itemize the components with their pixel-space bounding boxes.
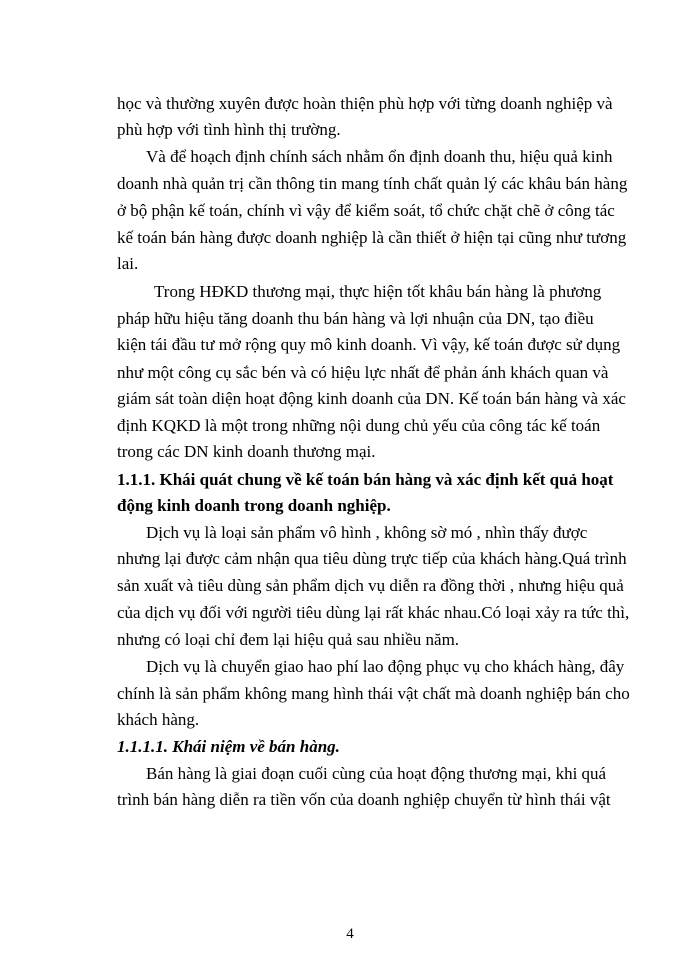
paragraph-line: nhưng lại được cảm nhận qua tiêu dùng trực tiếp của khách hàng.Quá trình [117, 549, 627, 568]
paragraph-line: sản xuất và tiêu dùng sản phẩm dịch vụ diễn ra đồng thời , nhưng hiệu quả [117, 576, 624, 595]
paragraph-line: của dịch vụ đối với người tiêu dùng lại rất khác nhau.Có loại xảy ra tức thì, [117, 603, 630, 622]
paragraph-line: kiện tái đầu tư mở rộng quy mô kinh doanh. Vì vậy, kế toán được sử dụng [117, 335, 621, 354]
paragraph-line: giám sát toàn diện hoạt động kinh doanh của DN. Kế toán bán hàng và xác [117, 389, 626, 408]
paragraph-line: Bán hàng là giai đoạn cuối cùng của hoạt động thương mại, khi quá [146, 764, 607, 783]
paragraph-line: trong các DN kinh doanh thương mại. [117, 442, 376, 461]
paragraph-line: ở bộ phận kế toán, chính vì vậy để kiểm soát, tổ chức chặt chẽ ở công tác [117, 201, 615, 220]
paragraph-line: pháp hữu hiệu tăng doanh thu bán hàng và lợi nhuận của DN, tạo điều [117, 309, 594, 328]
paragraph-line: Dịch vụ là loại sản phẩm vô hình , không sờ mó , nhìn thấy được [146, 523, 588, 542]
heading-line: 1.1.1. Khái quát chung về kế toán bán hàng và xác định kết quả hoạt [117, 470, 614, 489]
paragraph-line: nhưng có loại chỉ đem lại hiệu quả sau nhiều năm. [117, 630, 460, 649]
heading-line: động kinh doanh trong doanh nghiệp. [117, 496, 391, 515]
paragraph-line: định KQKD là một trong những nội dung chủ yếu của công tác kế toán [117, 416, 601, 435]
paragraph-line: như một công cụ sắc bén và có hiệu lực nhất để phản ánh khách quan và [117, 363, 609, 382]
paragraph-line: lai. [117, 254, 139, 273]
paragraph-line: học và thường xuyên được hoàn thiện phù hợp với từng doanh nghiệp và [117, 94, 613, 113]
paragraph-line: phù hợp với tình hình thị trường. [117, 120, 341, 139]
paragraph-line: Dịch vụ là chuyển giao hao phí lao động phục vụ cho khách hàng, đây [146, 657, 625, 676]
paragraph-line: Và để hoạch định chính sách nhằm ổn định doanh thu, hiệu quả kinh [146, 147, 613, 166]
paragraph-line: kế toán bán hàng được doanh nghiệp là cần thiết ở hiện tại cũng như tương [117, 228, 627, 247]
paragraph-line: chính là sản phẩm không mang hình thái vật chất mà doanh nghiệp bán cho [117, 684, 630, 703]
paragraph-line: Trong HĐKD thương mại, thực hiện tốt khâu bán hàng là phương [154, 282, 602, 301]
page-number: 4 [346, 926, 354, 942]
paragraph-line: doanh nhà quản trị cần thông tin mang tính chất quản lý các khâu bán hàng [117, 174, 628, 193]
section-heading-1-1-1-1: 1.1.1.1. Khái niệm về bán hàng. [117, 737, 340, 756]
paragraph-line: trình bán hàng diễn ra tiền vốn của doanh nghiệp chuyển từ hình thái vật [117, 790, 611, 809]
paragraph-line: khách hàng. [117, 710, 200, 729]
